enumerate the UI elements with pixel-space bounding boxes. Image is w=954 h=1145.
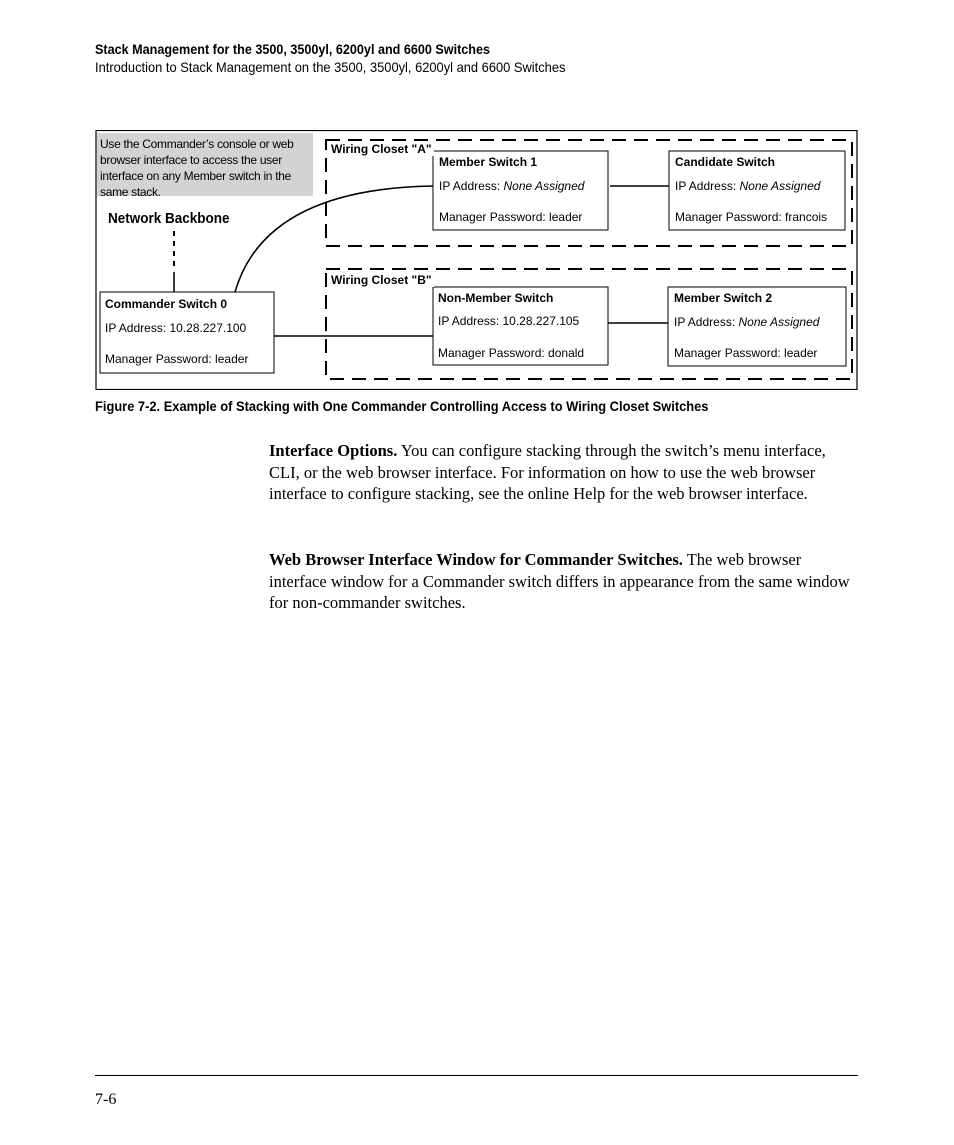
candidate-switch-title: Candidate Switch xyxy=(675,155,776,169)
non-member-switch-title: Non-Member Switch xyxy=(438,291,554,305)
member-switch-2-password: Manager Password: leader xyxy=(674,346,818,360)
header-title: Stack Management for the 3500, 3500yl, 6200yl and 6600 Switches xyxy=(95,41,491,57)
member-switch-1-ip: IP Address: None Assigned xyxy=(439,179,585,193)
interface-options-paragraph xyxy=(269,440,859,505)
member-switch-1-password: Manager Password: leader xyxy=(439,210,583,224)
interface-options-text: You can configure stacking through the switch’s menu interface, CLI, or the web browser interface. For information on how to use the web browser interface to configure stacking, see the online Help for the web browser interface. xyxy=(269,441,826,503)
page-number: 7-6 xyxy=(95,1091,117,1108)
network-backbone-label: Network Backbone xyxy=(108,210,230,227)
candidate-switch-ip: IP Address: None Assigned xyxy=(675,179,821,193)
commander-switch-ip: IP Address: 10.28.227.100 xyxy=(105,321,247,335)
interface-options-heading: Interface Options. xyxy=(269,441,398,460)
header-subtitle: Introduction to Stack Management on the 3500, 3500yl, 6200yl and 6600 Switches xyxy=(95,59,566,75)
member-switch-2-title: Member Switch 2 xyxy=(674,291,773,305)
member-switch-2-ip: IP Address: None Assigned xyxy=(674,315,820,329)
commander-switch-password: Manager Password: leader xyxy=(105,352,249,366)
figure-caption: Figure 7-2. Example of Stacking with One Commander Controlling Access to Wiring Closet Switches xyxy=(95,398,709,414)
web-browser-paragraph xyxy=(269,549,859,614)
non-member-switch-ip: IP Address: 10.28.227.105 xyxy=(438,314,580,328)
member-switch-1-title: Member Switch 1 xyxy=(439,155,538,169)
web-browser-heading: Web Browser Interface Window for Commander Switches. xyxy=(269,550,683,569)
candidate-switch-password: Manager Password: francois xyxy=(675,210,828,224)
note-text: Use the Commander’s console or web browser interface to access the user interface on any Member switch in the same stack. xyxy=(100,137,294,199)
non-member-switch-password: Manager Password: donald xyxy=(438,346,585,360)
web-browser-text: The web browser interface window for a Commander switch differs in appearance from the same window for non-commander switches. xyxy=(269,550,850,612)
wiring-closet-a-label: Wiring Closet "A" xyxy=(331,142,432,156)
footer-rule xyxy=(95,1075,858,1076)
commander-switch-title: Commander Switch 0 xyxy=(105,297,228,311)
wiring-closet-b-label: Wiring Closet "B" xyxy=(331,273,432,287)
